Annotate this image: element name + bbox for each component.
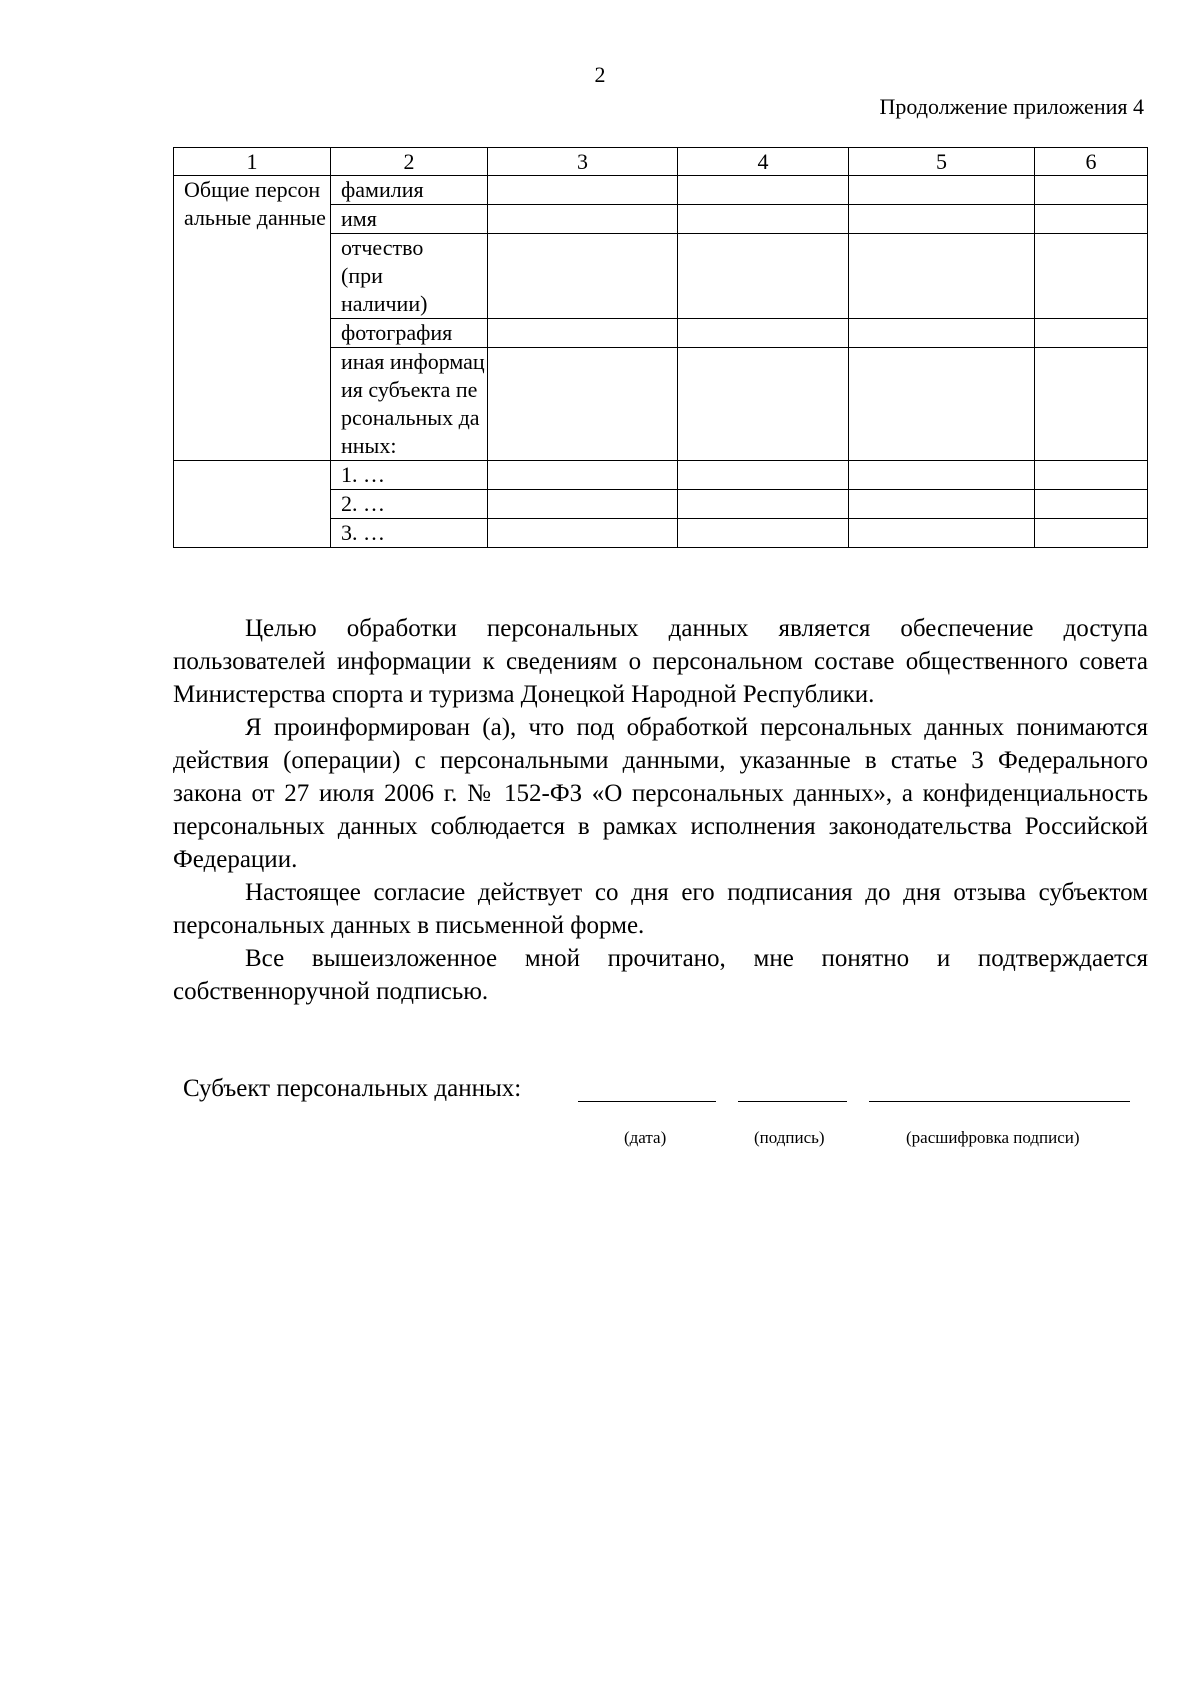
column-number-2: 2 (331, 148, 488, 176)
empty-cell (1035, 461, 1148, 490)
row-label-item-3: 3. … (331, 519, 488, 548)
table-header-row (174, 148, 1148, 176)
empty-cell (678, 461, 849, 490)
row-label-item-2: 2. … (331, 490, 488, 519)
table-row (174, 519, 1148, 548)
empty-cell (849, 490, 1035, 519)
empty-cell (678, 234, 849, 319)
empty-cell (849, 176, 1035, 205)
transcript-line (869, 1101, 1130, 1102)
empty-cell (678, 205, 849, 234)
empty-cell (1035, 319, 1148, 348)
date-caption: (дата) (624, 1128, 667, 1147)
signature-caption: (подпись) (754, 1128, 825, 1147)
empty-cell (849, 348, 1035, 461)
empty-cell (1035, 234, 1148, 319)
empty-cell (678, 176, 849, 205)
group-label-cell: Общие персональные данные (174, 176, 331, 461)
row-label-patronymic: отчество (при наличии) (331, 234, 488, 319)
empty-cell (849, 205, 1035, 234)
date-line (578, 1101, 716, 1102)
page-number: 2 (594, 62, 606, 87)
column-number-3: 3 (488, 148, 678, 176)
signature-label: Субъект персональных данных: (183, 1075, 522, 1102)
appendix-continuation-label: Продолжение приложения 4 (879, 94, 1144, 119)
row-label-item-1: 1. … (331, 461, 488, 490)
paragraph-validity: Настоящее согласие действует со дня его подписания до дня отзыва субъектом персональных данных в письменной форме. (173, 879, 1148, 939)
paragraph-confirmation: Все вышеизложенное мной прочитано, мне понятно и подтверждается собственноручной подписью. (173, 945, 1148, 1005)
row-label-other-info: иная информация субъекта персональных данных: (331, 348, 488, 461)
empty-cell (174, 461, 331, 490)
empty-cell (174, 490, 331, 519)
empty-cell (678, 319, 849, 348)
empty-cell (488, 490, 678, 519)
transcript-caption: (расшифровка подписи) (906, 1128, 1080, 1147)
consent-body (173, 612, 1148, 1008)
empty-cell (1035, 176, 1148, 205)
table-row (174, 176, 1148, 205)
empty-cell (1035, 490, 1148, 519)
empty-cell (488, 319, 678, 348)
row-label-name: имя (331, 205, 488, 234)
empty-cell (678, 348, 849, 461)
personal-data-table (173, 147, 1148, 548)
paragraph-informed: Я проинформирован (а), что под обработкой персональных данных понимаются действия (операции) с персональными данными, указанные в статье 3 Федерального закона от 27 июля 2006 г. № 152-ФЗ «О персональных данных», а конфиденциальность персональных данных соблюдается в рамках исполнения законодательства Российской Федерации. (173, 714, 1148, 873)
empty-cell (849, 234, 1035, 319)
table-row (174, 461, 1148, 490)
empty-cell (174, 519, 331, 548)
column-number-6: 6 (1035, 148, 1148, 176)
empty-cell (488, 205, 678, 234)
empty-cell (1035, 519, 1148, 548)
empty-cell (1035, 348, 1148, 461)
column-number-1: 1 (174, 148, 331, 176)
paragraph-purpose: Целью обработки персональных данных является обеспечение доступа пользователей информации к сведениям о персональном составе общественного совета Министерства спорта и туризма Донецкой Народной Республики. (173, 615, 1148, 708)
empty-cell (488, 234, 678, 319)
row-label-photo: фотография (331, 319, 488, 348)
signature-line (738, 1101, 847, 1102)
row-label-surname: фамилия (331, 176, 488, 205)
empty-cell (849, 461, 1035, 490)
table-row (174, 490, 1148, 519)
empty-cell (488, 176, 678, 205)
empty-cell (678, 490, 849, 519)
empty-cell (1035, 205, 1148, 234)
empty-cell (678, 519, 849, 548)
column-number-4: 4 (678, 148, 849, 176)
empty-cell (849, 519, 1035, 548)
empty-cell (488, 348, 678, 461)
empty-cell (849, 319, 1035, 348)
column-number-5: 5 (849, 148, 1035, 176)
empty-cell (488, 519, 678, 548)
empty-cell (488, 461, 678, 490)
